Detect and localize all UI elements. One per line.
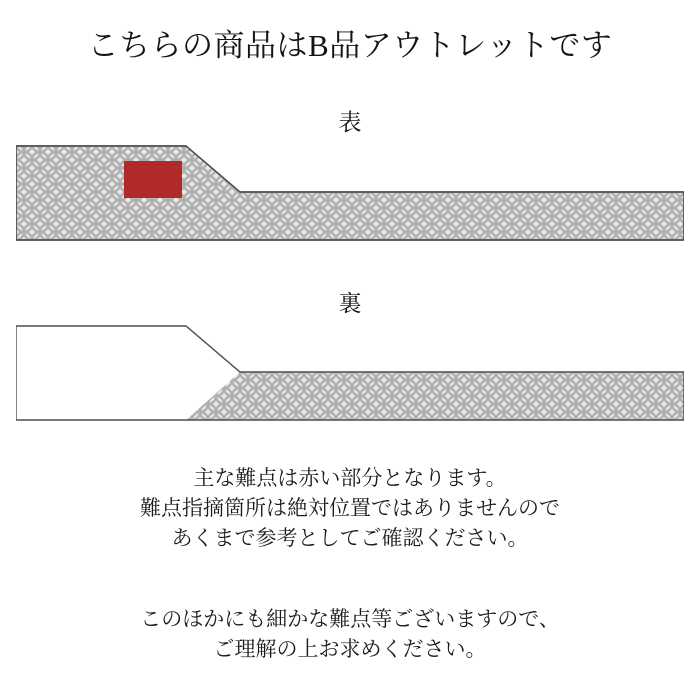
- defect-marker-group: [124, 161, 182, 198]
- back-side-label: 裏: [338, 291, 362, 316]
- obi-back-svg: [16, 316, 684, 426]
- obi-back-diagram: [16, 316, 684, 426]
- page-title: こちらの商品はB品アウトレットです: [87, 28, 613, 63]
- caption-line: このほかにも細かな難点等ございますので、: [140, 607, 560, 631]
- obi-front-diagram: [16, 136, 684, 246]
- defect-marker: [124, 161, 182, 198]
- front-side-label: 表: [338, 110, 362, 135]
- caption-line: 主な難点は赤い部分となります。: [193, 466, 507, 490]
- obi-front-svg: [16, 136, 684, 246]
- caption-line: 難点指摘箇所は絶対位置ではありませんので: [140, 496, 560, 520]
- obi-front-body: [16, 146, 684, 240]
- defect-caption-block: [0, 463, 700, 553]
- caption-line: あくまで参考としてご確認ください。: [171, 526, 529, 550]
- caption-line: ご理解の上お求めください。: [213, 637, 487, 661]
- additional-note-block: [0, 604, 700, 664]
- obi-back-body: [16, 326, 684, 420]
